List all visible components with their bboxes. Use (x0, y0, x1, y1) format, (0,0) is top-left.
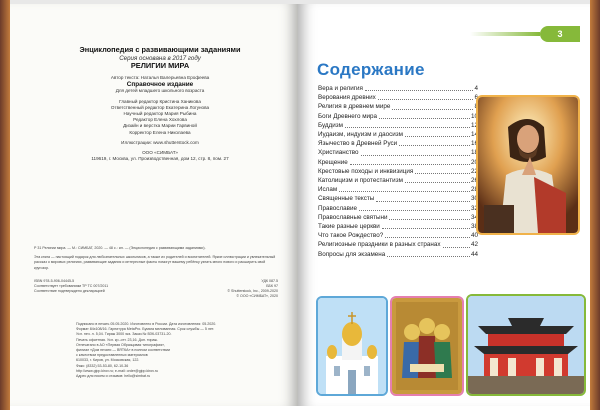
print-info-line: http://www.gipp.kirov.ru; e-mail: order@gipp.kirov.ru (76, 368, 159, 373)
toc-entry (318, 222, 478, 231)
print-info-line: Печать офсетная. Усл. кр.-отт. 23,16. Доп. тираж. (76, 337, 158, 342)
toc-entry (318, 167, 478, 176)
annotation: Эта книга — настоящий подарок для любознательных школьников, а также их родителей и воспитателей. Яркие иллюстрации и увлекательный рассказ о мировых религиях, развивающие задания и интересные факты помогут вашему ребёнку узнать много нового и расширить свой кругозор. (34, 255, 276, 270)
copyright-2: © ООО «СИМБАТ», 2020 (236, 294, 278, 299)
toc-entry-page: 34 (470, 213, 478, 221)
toc-entry-page: 30 (470, 195, 478, 203)
credit-line: Главный редактор Кристина Ханикова (119, 98, 201, 104)
toc-entry-page: 6 (474, 94, 478, 102)
udk: УДК 087.5 (261, 278, 278, 283)
toc-entry (318, 139, 478, 148)
toc-entry-page: 8 (474, 103, 478, 111)
toc-entry-page: 22 (470, 167, 478, 175)
toc-entry-title: Священные тексты (318, 195, 375, 203)
table-of-contents (318, 84, 478, 259)
toc-entry (318, 84, 478, 93)
print-info-line: Подписано в печать 05.05.2020. Изготовлено в России. Дата изготовления: 05.2020. (76, 322, 217, 326)
print-info-line: с качеством предоставленных материалов (76, 353, 148, 358)
toc-entry-title: Такие разные церкви (318, 223, 380, 231)
header-stripe (470, 32, 540, 36)
toc-entry (318, 102, 478, 111)
toc-entry-title: Православные святыни (318, 213, 388, 221)
left-cover-edge (0, 0, 10, 410)
toc-entry-title: Религия в древнем мире (318, 103, 391, 111)
bbk: ББК 97 (266, 284, 278, 289)
credit-line: Корректор Елена Николаева (129, 129, 191, 135)
toc-entry (318, 185, 478, 194)
toc-entry-title: Буддизм (318, 121, 344, 129)
print-info-line: Усл. печ. л. 5,04. Тираж 3000 экз. Заказ № ВЗК-03731-20. (76, 332, 172, 337)
toc-entry (318, 112, 478, 121)
credit-line: Ответственный редактор Екатерина Логунова (110, 104, 210, 110)
bib-line: Р 31 Религии мира. — М.: СИМБАТ, 2020. — 48 с.: ил. — (Энциклопедия с развивающими заданиями). (34, 246, 206, 250)
toc-entry-title: Католицизм и протестантизм (318, 177, 403, 185)
toc-entry-page: 16 (470, 140, 478, 148)
toc-entry-page: 4 (474, 85, 478, 92)
edition-type: Справочное издание (126, 80, 194, 88)
toc-entry (318, 93, 478, 102)
toc-entry-page: 28 (470, 186, 478, 194)
toc-entry-title: Крестовые походы и инквизиция (318, 167, 414, 175)
print-info-line: Адрес для писем и отзывов: hello@simbat.ru (76, 374, 151, 379)
toc-entry (318, 121, 478, 130)
imprint-block (50, 46, 270, 162)
declaration: Соответствие подтверждено декларацией (34, 289, 105, 294)
print-info-line: филиал «Дом печати — ВЯТКА» в полном соответствии (76, 348, 170, 353)
age-note: Для детей младшего школьного возраста (115, 88, 205, 94)
toc-entry (318, 130, 478, 139)
trinity-icon-illustration (390, 296, 464, 396)
japanese-shrine-illustration (466, 294, 586, 396)
toc-entry-page: 38 (470, 223, 478, 231)
toc-entry-page: 18 (470, 149, 478, 157)
toc-entry-title: Ислам (318, 186, 338, 194)
toc-entry-page: 26 (470, 177, 478, 185)
print-info-line: Отпечатано в АО «Первая Образцовая типография», (76, 342, 166, 347)
toc-entry (318, 158, 478, 167)
page-number-badge: 3 (540, 26, 580, 42)
toc-entry-page: 14 (470, 131, 478, 139)
right-cover-edge (590, 0, 600, 410)
praying-christ-illustration (476, 95, 580, 235)
credit-line: Редактор Елена Хохлова (133, 117, 187, 123)
copyright-1: © Shutterstock, Inc., 2009-2020 (227, 289, 278, 294)
toc-entry (318, 194, 478, 203)
print-info-block (76, 322, 226, 379)
toc-title: Содержание (317, 60, 425, 79)
toc-entry-page: 44 (470, 250, 478, 258)
book-title: РЕЛИГИИ МИРА (130, 61, 190, 70)
toc-entry-page: 10 (470, 112, 478, 120)
series-title: Энциклопедия с развивающими заданиями (79, 45, 241, 54)
illustrations-credit: Иллюстрации: www.shutterstock.com (121, 139, 199, 145)
toc-entry-title: Верования древних (318, 94, 376, 102)
credit-line: Научный редактор Мария Рыбина (123, 111, 197, 116)
publisher-name: ООО «СИМБАТ» (142, 150, 178, 156)
toc-entry (318, 231, 478, 240)
toc-entry-title: Вопросы для экзамена (318, 250, 386, 258)
credit-line: Дизайн и верстка Марии Гарвиной (123, 123, 197, 129)
toc-entry (318, 240, 478, 249)
toc-entry-title: Крещение (318, 158, 348, 166)
toc-entry-page: 42 (470, 241, 478, 249)
toc-entry (318, 204, 478, 213)
print-info-line: 610033, г. Киров, ул. Московская, 122. (76, 358, 140, 363)
toc-entry-title: Что такое Рождество? (318, 232, 384, 240)
cathedral-illustration (316, 296, 388, 396)
toc-entry-page: 20 (470, 158, 478, 166)
print-info-line: Формат 84x108/16. Гарнитура MetaPro. Бумага мелованная. Срок службы — 5 лет. (76, 327, 215, 332)
series-founded: Серия основана в 2017 году (119, 54, 201, 62)
toc-entry-title: Язычество в Древней Руси (318, 140, 398, 148)
toc-entry-title: Вера и религия (318, 85, 363, 92)
toc-entry (318, 213, 478, 222)
bibliographic-block (34, 246, 278, 300)
toc-entry-title: Боги Древнего мира (318, 112, 378, 120)
publisher-address: 119619, г. Москва, ул. Производственная, дом 12, стр. 8, пом. 27 (91, 156, 229, 162)
toc-entry-page: 12 (470, 121, 478, 129)
author-line: Автор текста: Наталья Валерьевна Ерофеева (110, 74, 210, 80)
toc-entry-title: Православие (318, 204, 357, 212)
toc-entry-page: 32 (470, 204, 478, 212)
toc-entry (318, 250, 478, 259)
toc-entry-page: 40 (470, 232, 478, 240)
conformity: Соответствует требованиям ТР ТС 007/2011 (34, 284, 109, 289)
toc-entry-title: Иудаизм, индуизм и даосизм (318, 131, 404, 139)
isbn: ISBN 978-5-906-04445-5 (34, 278, 75, 283)
toc-entry (318, 148, 478, 157)
toc-entry (318, 176, 478, 185)
toc-entry-title: Религиозные праздники в разных странах (318, 241, 441, 249)
toc-entry-title: Христианство (318, 149, 359, 157)
print-info-line: Факс: (8332) 53-53-80, 62-10-36 (76, 363, 129, 368)
